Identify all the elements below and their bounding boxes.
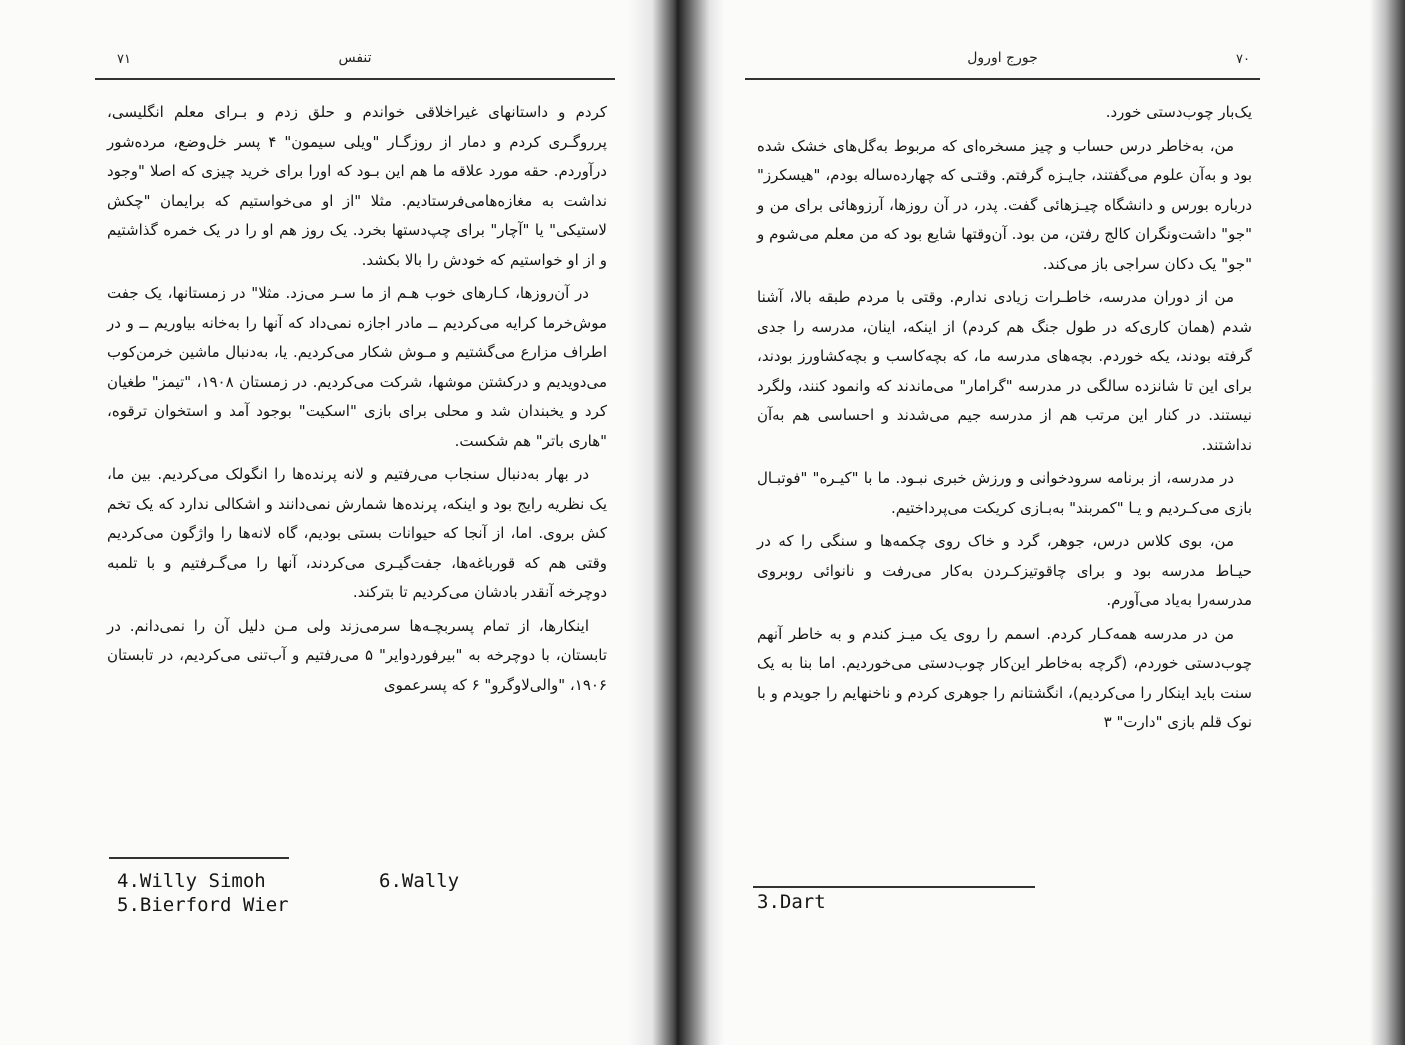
left-paragraph-2: در آن‌روزها، کـارهای خوب هـم از ما سـر می‌زد. مثلا" در زمستانها، یک جفت موش‌خرما کرایه می‌کردیم ــ مادر اجازه نمی‌داد که آنها را به‌خانه بیاوریم ــ و در اطراف مزارع می‌گشتیم و مـوش شکار می‌کردیم. یا، به‌دنبال ماشین خرمن‌کوب می‌دویدیم و درکشتن موشها، شرکت می‌کردیم. در زمستان ۱۹۰۸، "تیمز" طغیان کرد و یخبندان شد و محلی برای بازی "اسکیت" بوجود آمد و استخوان ترقوه، "هاری باتر" هم شکست. [107, 284, 608, 450]
footnote-5: 5.Bierford Wier [117, 894, 289, 916]
right-footnotes [757, 890, 1157, 914]
left-paragraph-4: اینکارها، از تمام پسربچـه‌ها سرمی‌زند ولی مـن دلیل آن را نمی‌دانم. در تابستان، با دوچرخه به "بیرفوردوایر" ۵ می‌رفتیم و آب‌تنی می‌کردیم، در تابستان ۱۹۰۶، "والی‌لاوگرو" ۶ که پسرعموی [107, 616, 607, 694]
right-paragraph-6: من در مدرسه همه‌کـار کردم. اسمم را روی یک میـز کندم و به خاطر آنهم چوب‌دستی خوردم، (گرچه به‌خاطر این‌کار چوب‌دستی می‌خوردیم. اما بنا به یک سنت باید اینکار را می‌کردیم)، انگشتانم را جوهری کردم و ناخنهایم را جویدم و با نوک قلم بازی "دارت" ۳ [757, 624, 1252, 731]
right-footnote-rule [753, 886, 1035, 888]
right-paragraph-4: در مدرسه، از برنامه سرودخوانی و ورزش خبری نبـود. ما با "کیـره" "فوتبـال بازی می‌کـردیم و یـا "کمربند" به‌بـازی کریکت می‌پرداختیم. [757, 469, 1252, 517]
right-page-number: ۷۰ [1236, 52, 1250, 67]
left-paragraph-1: کردم و داستانهای غیراخلاقی خواندم و حلق زدم و بـرای معلم انگلیسی، پرروگـری کردم و دمار از روزگـار "ویلی سیمون" ۴ پسر خل‌وضع، مرده‌شور درآوردم. حقه مورد علاقه ما هم این بـود که اورا برای خرید چیزی که اصلا "وجود نداشت به مغازه‌هامی‌فرستادیم. مثلا "از او می‌خواستیم که برایمان "چکش لاستیکی" یا "آچار" برای چپ‌دستها بخرد. یک روز هم او را در یک خمره گذاشتیم و از او خواستیم که خودش را بالا بکشد. [107, 103, 607, 269]
footnote-6: 6.Wally [379, 870, 460, 892]
right-page [745, 0, 1260, 1045]
left-footnote-rule [109, 857, 289, 859]
right-paragraph-5: من، بوی کلاس درس، جوهر، گرد و خاک روی چکمه‌ها و سنگی را که در حیـاط مدرسه بود و برای چاقوتیزکـردن به‌کار می‌رفت و نانوائی روبروی مدرسه‌را به‌یاد می‌آورم. [757, 532, 1252, 609]
left-page-number: ۷۱ [117, 52, 131, 67]
left-running-head [95, 48, 615, 72]
left-page [95, 0, 615, 1045]
right-paragraph-1: یک‌بار چوب‌دستی خورد. [1105, 103, 1252, 121]
right-paragraph-3: من از دوران مدرسه، خاطـرات زیادی ندارم. وقتی با مردم طبقه بالا، آشنا شدم (همان کاری‌که در طول جنگ هم کردم) از اینکه، اینان، مدرسه را جدی گرفته بودند، یکه خوردم. بچه‌های مدرسه ما، که بچه‌کاسب و بچه‌کشاورز بودند، برای این تا شانزده سالگی در مدرسه "گرامار" می‌ماندند که وانمود کنند، ولگرد نیستند. در کنار این مرتب هم از مدرسه جیم می‌شدند و احساسی هم به‌آن نداشتند. [757, 288, 1252, 454]
right-running-head [745, 48, 1260, 72]
book-gutter [628, 0, 724, 1045]
right-paragraph-2: من، به‌خاطر درس حساب و چیز مسخره‌ای که مربوط به‌گل‌های خشک شده بود و به‌آن علوم می‌گفتند، جایـزه گرفتم. وقتـی که چهارده‌ساله بودم، "هیسکرز" درباره بورس و دانشگاه چیـزهائی گفت. پدر، در آن روزها، آرزوهائی برای من و "جو" داشت‌ونگران کالج رفتن، من بود. آن‌وقتها شایع بود که من معلم می‌شوم و "جو" یک دکان سراجی باز می‌کند. [757, 136, 1252, 273]
right-body-text [757, 98, 1252, 742]
right-header-rule [745, 78, 1260, 80]
footnote-4: 4.Willy Simoh [117, 870, 266, 892]
right-running-title: جورج اورول [967, 50, 1038, 66]
page-edge-shadow [1370, 0, 1405, 1045]
left-paragraph-3: در بهار به‌دنبال سنجاب می‌رفتیم و لانه پرنده‌ها را انگولک می‌کردیم. بین ما، یک نظریه رایج بود و اینکه، پرنده‌ها شمارش نمی‌دانند و اشکالی ندارد که یک تخم کش بروی. اما، از آنجا که حیوانات بستی بودیم، گاه لانه‌ها را واژگون می‌کردیم وقتی هم که قورباغه‌ها، جفت‌گیـری می‌کردند، آنها را می‌گـرفتیم و با تلمبه دوچرخه آنقدر بادشان می‌کردیم تا بترکند. [107, 465, 607, 601]
footnote-3: 3.Dart [757, 891, 826, 913]
left-body-text [107, 98, 607, 704]
left-footnote-row [117, 869, 597, 893]
left-running-title: تنفس [338, 50, 372, 66]
left-header-rule [95, 78, 615, 80]
left-footnotes [117, 869, 597, 917]
